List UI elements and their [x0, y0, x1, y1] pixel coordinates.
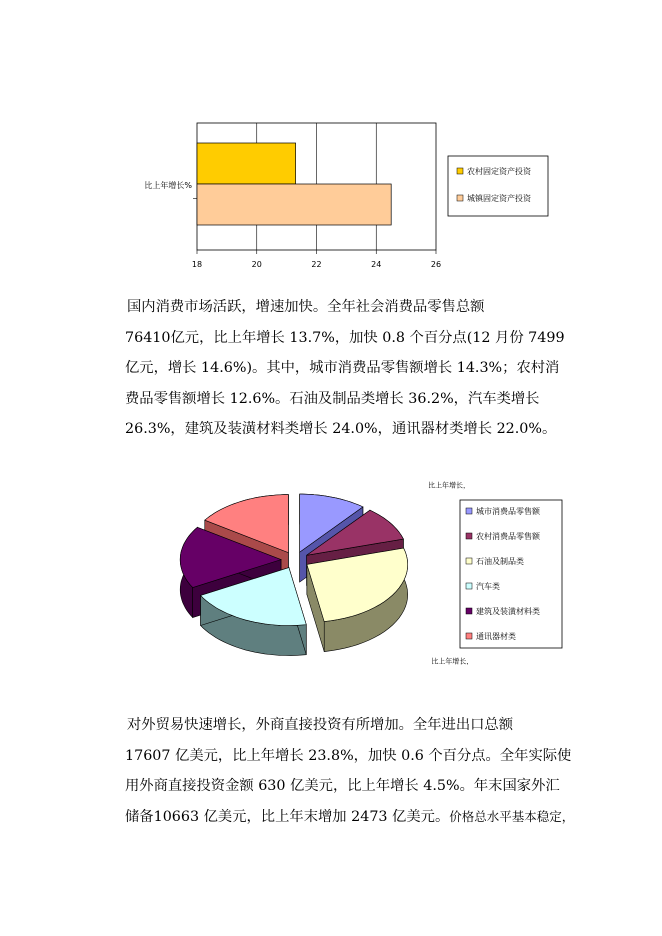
paragraph-consumption — [125, 292, 565, 445]
bar-tick-label: 22 — [311, 260, 322, 269]
bar-tick-label: 24 — [371, 260, 382, 269]
paragraph-line: 76410亿元，比上年增长 13.7%，加快 0.8 个百分点(12 月份 7499 — [125, 329, 565, 346]
pie-legend-label: 汽车类 — [476, 582, 500, 591]
bar-tick-label: 18 — [191, 260, 203, 269]
paragraph-line: 26.3%，建筑及装潢材料类增长 24.0%，通讯器材类增长 22.0%。 — [125, 421, 557, 437]
bar-chart — [120, 110, 560, 280]
paragraph-line: 对外贸易快速增长，外商直接投资有所增加。全年进出口总额 — [127, 717, 514, 733]
pie-legend-label: 石油及制品类 — [476, 557, 524, 566]
paragraph-line: 费品零售额增长 12.6%。石油及制品类增长 36.2%，汽车类增长 — [125, 390, 540, 407]
paragraph-line: 国内消费市场活跃，增速加快。全年社会消费品零售总额 — [127, 299, 485, 315]
pie-legend — [460, 500, 562, 648]
pie-legend-swatch — [466, 558, 472, 564]
pie-slice-label: 比上年增长， — [431, 657, 474, 665]
bar-urban — [197, 184, 391, 225]
pie-legend-swatch — [466, 633, 472, 639]
pie-legend-label: 建筑及装潢材料类 — [476, 607, 540, 616]
bar-legend — [448, 156, 548, 216]
paragraph-line: 17607 亿美元，比上年增长 23.8%，加快 0.6 个百分点。全年实际使 — [125, 747, 572, 764]
pie-legend-swatch — [466, 508, 472, 514]
pie-legend-swatch — [466, 533, 472, 539]
pie-legend-swatch — [466, 583, 472, 589]
bar-legend-label-rural: 农村固定资产投资 — [467, 167, 531, 176]
paragraph-trade — [125, 710, 575, 832]
paragraph-line: 亿元，增长 14.6%)。其中，城市消费品零售额增长 14.3%；农村消 — [125, 360, 560, 376]
bar-tick-label: 26 — [430, 260, 442, 269]
paragraph-line-tail: 价格总水平基本稳定， — [449, 808, 575, 824]
bar-legend-label-urban: 城镇固定资产投资 — [467, 194, 531, 203]
pie-slice-label — [130, 543, 131, 553]
pie-slice-label: 比上年增长， — [428, 481, 471, 490]
bar-category-label: 比上年增长% — [144, 181, 192, 190]
paragraph-line-main: 储备10663 亿美元，比上年末增加 2473 亿美元。 — [125, 808, 450, 825]
paragraph-line — [125, 802, 575, 833]
pie-legend-label: 农村消费品零售额 — [476, 532, 540, 541]
pie-legend-label: 城市消费品零售额 — [476, 507, 540, 516]
paragraph-line: 用外商直接投资金额 630 亿美元，比上年增长 4.5%。年末国家外汇 — [125, 778, 560, 794]
bar-legend-swatch-urban — [457, 195, 463, 201]
bar-legend-swatch-rural — [457, 168, 463, 174]
bar-rural — [197, 143, 296, 184]
pie-legend-swatch — [466, 608, 472, 614]
pie-chart — [130, 480, 570, 665]
pie-legend-label: 通讯器材类 — [476, 632, 516, 641]
bar-tick-label: 20 — [251, 260, 262, 269]
